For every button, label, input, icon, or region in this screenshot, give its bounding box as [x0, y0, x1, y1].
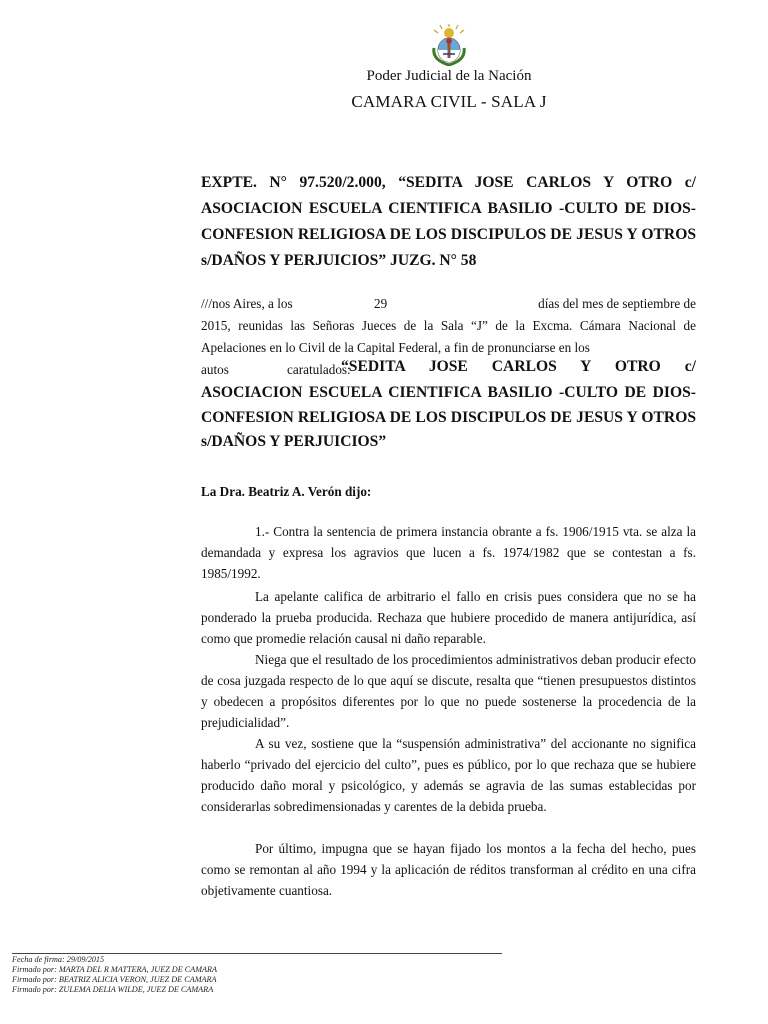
- chamber-name: CAMARA CIVIL - SALA J: [351, 92, 547, 111]
- signature-line: Firmado por: MARTA DEL R MATTERA, JUEZ DE CAMARA: [12, 965, 218, 974]
- paragraph-1: 1.- Contra la sentencia de primera instancia obrante a fs. 1906/1915 vta. se alza la demandada y expresa los agravios que lucen a fs. 1974/1982 que se contestan a fs. 1985/1992.: [201, 524, 696, 581]
- opening-prefix: ///nos Aires, a los: [201, 296, 293, 311]
- case-title: EXPTE. N° 97.520/2.000, “SEDITA JOSE CARLOS Y OTRO c/ ASOCIACION ESCUELA CIENTIFICA BASILIO -CULTO DE DIOS- CONFESION RELIGIOSA DE LOS DISCIPULOS DE JESUS Y OTROS s/DAÑOS Y PERJUICIOS” JUZG. N° 58: [201, 174, 696, 269]
- opening-suffix: días del mes de septiembre de: [538, 296, 696, 311]
- caratulados-label: caratulados:: [287, 362, 351, 377]
- signature-footer: [12, 955, 217, 995]
- signature-date: Fecha de firma: 29/09/2015: [12, 955, 105, 964]
- signature-line: Firmado por: BEATRIZ ALICIA VERON, JUEZ DE CAMARA: [12, 975, 217, 984]
- case-caption-rest: ASOCIACION ESCUELA CIENTIFICA BASILIO -CULTO DE DIOS- CONFESION RELIGIOSA DE LOS DISCIPULOS DE JESUS Y OTROS s/DAÑOS Y PERJUICIOS”: [201, 384, 696, 450]
- footer-divider: [12, 953, 502, 954]
- opening-body: 2015, reunidas las Señoras Jueces de la Sala “J” de la Excma. Cámara Nacional de Apelaciones en lo Civil de la Capital Federal, a fin de pronunciarse en los: [201, 318, 696, 355]
- paragraph-4: A su vez, sostiene que la “suspensión administrativa” del accionante no significa haberlo “privado del ejercicio del culto”, pues es público, por lo que rechaza que se hubiere producido daño moral y psicológico, y además se agravia de las sumas establecidas por considerarlas sobredimensionadas y carentes de la debida prueba.: [201, 736, 696, 814]
- autos-label: autos: [201, 362, 229, 377]
- speaker-heading: La Dra. Beatriz A. Verón dijo:: [201, 484, 372, 499]
- opening-day: 29: [374, 296, 388, 311]
- case-caption-first: “SEDITA JOSE CARLOS Y OTRO c/: [341, 358, 696, 375]
- signature-line: Firmado por: ZULEMA DELIA WILDE, JUEZ DE CAMARA: [12, 985, 214, 994]
- paragraph-2: La apelante califica de arbitrario el fallo en crisis pues considera que no se ha ponderado la prueba producida. Rechaza que hubiere procedido de manera antijurídica, así como que promedie relación causal ni daño reparable.: [201, 589, 696, 646]
- paragraph-3: Niega que el resultado de los procedimientos administrativos deban producir efecto de cosa juzgada respecto de lo que aquí se discute, resalta que “tienen presupuestos distintos y obedecen a propósitos diferentes por lo que no puede sostenerse la procedencia de la prejudicialidad”.: [201, 652, 696, 730]
- coat-of-arms-icon: [428, 24, 470, 66]
- paragraph-5: Por último, impugna que se hayan fijado los montos a la fecha del hecho, pues como se remontan al año 1994 y la aplicación de réditos transforman al crédito en una cifra objetivamente cuantiosa.: [201, 841, 696, 898]
- institution-name: Poder Judicial de la Nación: [366, 68, 532, 84]
